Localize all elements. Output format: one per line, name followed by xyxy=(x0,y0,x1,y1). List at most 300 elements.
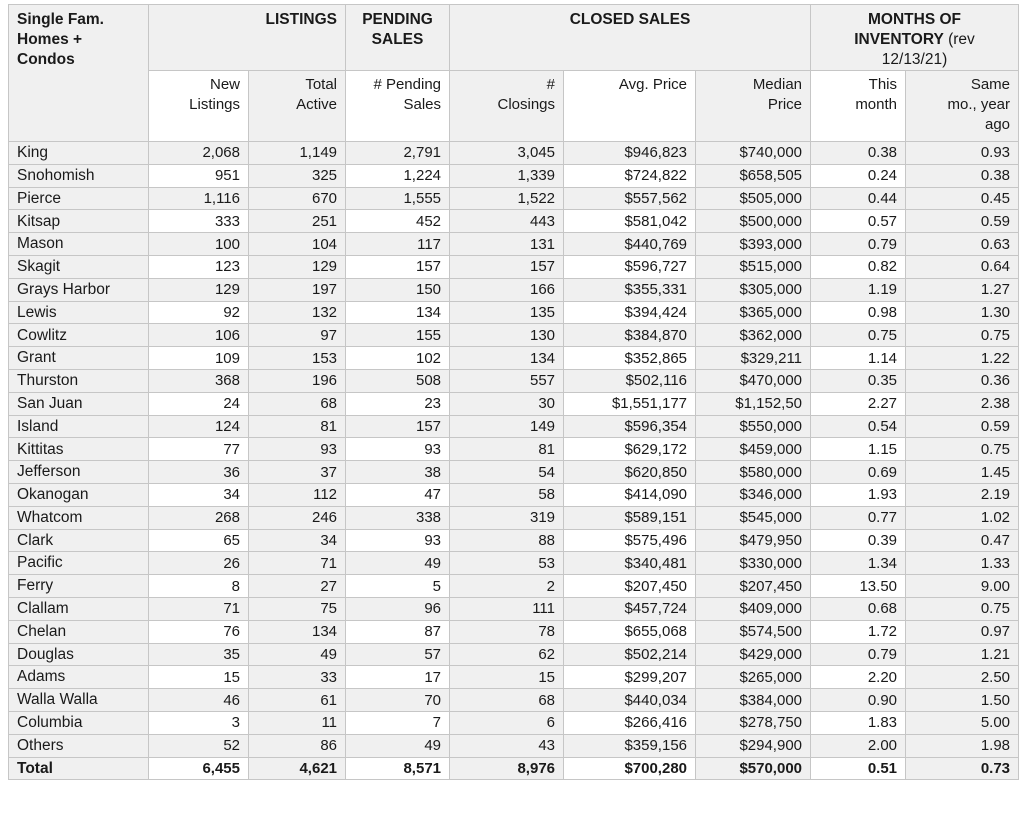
col-header-same-month-year-ago: Same mo., year ago xyxy=(906,71,1019,142)
closings-cell: 6 xyxy=(450,711,564,734)
table-row xyxy=(9,666,1019,689)
this-month-cell: 0.79 xyxy=(811,233,906,256)
median-price-cell: $459,000 xyxy=(696,438,811,461)
closings-cell: 130 xyxy=(450,324,564,347)
pending-sales-cell: 1,224 xyxy=(346,164,450,187)
county-name-cell: Lewis xyxy=(9,301,149,324)
this-month-cell: 2.27 xyxy=(811,392,906,415)
this-month-cell: 2.00 xyxy=(811,734,906,757)
total-active-cell: 246 xyxy=(249,506,346,529)
closings-cell: 157 xyxy=(450,255,564,278)
avg-price-cell: $266,416 xyxy=(564,711,696,734)
county-name-cell: Mason xyxy=(9,233,149,256)
total-active-cell: 68 xyxy=(249,392,346,415)
new-listings-cell: 26 xyxy=(149,552,249,575)
same-month-year-ago-cell: 1.50 xyxy=(906,689,1019,712)
avg-price-cell: $557,562 xyxy=(564,187,696,210)
col-header-pending-sales: # Pending Sales xyxy=(346,71,450,142)
table-row xyxy=(9,210,1019,233)
avg-price-cell: $620,850 xyxy=(564,461,696,484)
real-estate-stats-table-wrap xyxy=(8,4,1019,780)
median-price-cell: $550,000 xyxy=(696,415,811,438)
median-price-cell: $479,950 xyxy=(696,529,811,552)
this-month-cell: 0.39 xyxy=(811,529,906,552)
new-listings-cell: 71 xyxy=(149,597,249,620)
closings-cell: 557 xyxy=(450,369,564,392)
avg-price-cell: $352,865 xyxy=(564,347,696,370)
col-header-total-active: Total Active xyxy=(249,71,346,142)
closings-cell: 319 xyxy=(450,506,564,529)
this-month-cell: 1.15 xyxy=(811,438,906,461)
table-row xyxy=(9,483,1019,506)
total-active-cell: 251 xyxy=(249,210,346,233)
avg-price-cell: $581,042 xyxy=(564,210,696,233)
pending-sales-cell: 8,571 xyxy=(346,757,450,780)
county-name-cell: Clark xyxy=(9,529,149,552)
same-month-year-ago-cell: 1.98 xyxy=(906,734,1019,757)
closings-cell: 88 xyxy=(450,529,564,552)
median-price-cell: $429,000 xyxy=(696,643,811,666)
column-header-row xyxy=(9,71,1019,142)
table-row xyxy=(9,506,1019,529)
pending-sales-cell: 452 xyxy=(346,210,450,233)
same-month-year-ago-cell: 0.75 xyxy=(906,597,1019,620)
new-listings-cell: 46 xyxy=(149,689,249,712)
median-price-cell: $580,000 xyxy=(696,461,811,484)
total-active-cell: 325 xyxy=(249,164,346,187)
county-name-cell: Douglas xyxy=(9,643,149,666)
this-month-cell: 0.69 xyxy=(811,461,906,484)
county-name-cell: Clallam xyxy=(9,597,149,620)
closings-cell: 8,976 xyxy=(450,757,564,780)
median-price-cell: $470,000 xyxy=(696,369,811,392)
table-row xyxy=(9,415,1019,438)
same-month-year-ago-cell: 0.73 xyxy=(906,757,1019,780)
total-active-cell: 196 xyxy=(249,369,346,392)
this-month-cell: 0.38 xyxy=(811,142,906,165)
same-month-year-ago-cell: 1.27 xyxy=(906,278,1019,301)
this-month-cell: 1.93 xyxy=(811,483,906,506)
median-price-cell: $505,000 xyxy=(696,187,811,210)
table-row xyxy=(9,734,1019,757)
group-header-listings: LISTINGS xyxy=(149,5,346,71)
median-price-cell: $278,750 xyxy=(696,711,811,734)
this-month-cell: 0.82 xyxy=(811,255,906,278)
closings-cell: 43 xyxy=(450,734,564,757)
county-name-cell: Cowlitz xyxy=(9,324,149,347)
same-month-year-ago-cell: 2.19 xyxy=(906,483,1019,506)
median-price-cell: $545,000 xyxy=(696,506,811,529)
avg-price-cell: $596,354 xyxy=(564,415,696,438)
closings-cell: 443 xyxy=(450,210,564,233)
county-name-cell: Adams xyxy=(9,666,149,689)
new-listings-cell: 36 xyxy=(149,461,249,484)
county-name-cell: Chelan xyxy=(9,620,149,643)
avg-price-cell: $355,331 xyxy=(564,278,696,301)
total-active-cell: 112 xyxy=(249,483,346,506)
total-active-cell: 37 xyxy=(249,461,346,484)
pending-sales-cell: 38 xyxy=(346,461,450,484)
new-listings-cell: 268 xyxy=(149,506,249,529)
this-month-cell: 0.77 xyxy=(811,506,906,529)
real-estate-stats-table xyxy=(8,4,1019,780)
new-listings-cell: 1,116 xyxy=(149,187,249,210)
closings-cell: 1,522 xyxy=(450,187,564,210)
total-active-cell: 61 xyxy=(249,689,346,712)
same-month-year-ago-cell: 1.33 xyxy=(906,552,1019,575)
pending-sales-cell: 7 xyxy=(346,711,450,734)
closings-cell: 78 xyxy=(450,620,564,643)
new-listings-cell: 951 xyxy=(149,164,249,187)
closings-cell: 68 xyxy=(450,689,564,712)
pending-sales-cell: 338 xyxy=(346,506,450,529)
new-listings-cell: 34 xyxy=(149,483,249,506)
closings-cell: 2 xyxy=(450,575,564,598)
new-listings-cell: 123 xyxy=(149,255,249,278)
pending-sales-cell: 2,791 xyxy=(346,142,450,165)
same-month-year-ago-cell: 1.45 xyxy=(906,461,1019,484)
same-month-year-ago-cell: 0.63 xyxy=(906,233,1019,256)
this-month-cell: 1.83 xyxy=(811,711,906,734)
table-row xyxy=(9,757,1019,780)
median-price-cell: $500,000 xyxy=(696,210,811,233)
this-month-cell: 0.90 xyxy=(811,689,906,712)
new-listings-cell: 129 xyxy=(149,278,249,301)
closings-cell: 58 xyxy=(450,483,564,506)
median-price-cell: $658,505 xyxy=(696,164,811,187)
county-name-cell: Thurston xyxy=(9,369,149,392)
closings-cell: 15 xyxy=(450,666,564,689)
pending-sales-cell: 155 xyxy=(346,324,450,347)
this-month-cell: 0.51 xyxy=(811,757,906,780)
total-active-cell: 1,149 xyxy=(249,142,346,165)
avg-price-cell: $724,822 xyxy=(564,164,696,187)
closings-cell: 3,045 xyxy=(450,142,564,165)
pending-sales-cell: 1,555 xyxy=(346,187,450,210)
closings-cell: 62 xyxy=(450,643,564,666)
pending-sales-cell: 23 xyxy=(346,392,450,415)
this-month-cell: 0.35 xyxy=(811,369,906,392)
closings-cell: 81 xyxy=(450,438,564,461)
group-header-pending-sales: PENDING SALES xyxy=(346,5,450,71)
pending-sales-cell: 102 xyxy=(346,347,450,370)
total-active-cell: 11 xyxy=(249,711,346,734)
this-month-cell: 0.75 xyxy=(811,324,906,347)
same-month-year-ago-cell: 0.75 xyxy=(906,438,1019,461)
total-active-cell: 129 xyxy=(249,255,346,278)
pending-sales-cell: 70 xyxy=(346,689,450,712)
table-row xyxy=(9,438,1019,461)
new-listings-cell: 8 xyxy=(149,575,249,598)
months-inventory-label: MONTHS OF INVENTORY xyxy=(854,11,962,48)
county-name-cell: Grays Harbor xyxy=(9,278,149,301)
total-active-cell: 197 xyxy=(249,278,346,301)
county-name-cell: Walla Walla xyxy=(9,689,149,712)
new-listings-cell: 92 xyxy=(149,301,249,324)
pending-sales-cell: 49 xyxy=(346,734,450,757)
new-listings-cell: 52 xyxy=(149,734,249,757)
pending-sales-cell: 87 xyxy=(346,620,450,643)
table-row xyxy=(9,369,1019,392)
same-month-year-ago-cell: 0.59 xyxy=(906,415,1019,438)
same-month-year-ago-cell: 0.45 xyxy=(906,187,1019,210)
closings-cell: 111 xyxy=(450,597,564,620)
table-body xyxy=(9,142,1019,780)
avg-price-cell: $946,823 xyxy=(564,142,696,165)
new-listings-cell: 100 xyxy=(149,233,249,256)
new-listings-cell: 6,455 xyxy=(149,757,249,780)
same-month-year-ago-cell: 0.38 xyxy=(906,164,1019,187)
closings-cell: 149 xyxy=(450,415,564,438)
new-listings-cell: 2,068 xyxy=(149,142,249,165)
median-price-cell: $330,000 xyxy=(696,552,811,575)
table-row xyxy=(9,575,1019,598)
avg-price-cell: $700,280 xyxy=(564,757,696,780)
county-name-cell: Pierce xyxy=(9,187,149,210)
this-month-cell: 13.50 xyxy=(811,575,906,598)
table-row xyxy=(9,597,1019,620)
this-month-cell: 1.19 xyxy=(811,278,906,301)
median-price-cell: $362,000 xyxy=(696,324,811,347)
county-name-cell: Whatcom xyxy=(9,506,149,529)
same-month-year-ago-cell: 0.59 xyxy=(906,210,1019,233)
same-month-year-ago-cell: 9.00 xyxy=(906,575,1019,598)
same-month-year-ago-cell: 5.00 xyxy=(906,711,1019,734)
pending-sales-cell: 157 xyxy=(346,255,450,278)
table-row xyxy=(9,552,1019,575)
same-month-year-ago-cell: 0.93 xyxy=(906,142,1019,165)
median-price-cell: $346,000 xyxy=(696,483,811,506)
pending-sales-cell: 57 xyxy=(346,643,450,666)
total-active-cell: 86 xyxy=(249,734,346,757)
table-row xyxy=(9,392,1019,415)
table-title: Single Fam. Homes + Condos xyxy=(17,11,104,68)
median-price-cell: $294,900 xyxy=(696,734,811,757)
pending-sales-cell: 96 xyxy=(346,597,450,620)
avg-price-cell: $207,450 xyxy=(564,575,696,598)
pending-sales-cell: 93 xyxy=(346,438,450,461)
total-active-cell: 33 xyxy=(249,666,346,689)
new-listings-cell: 106 xyxy=(149,324,249,347)
pending-sales-cell: 47 xyxy=(346,483,450,506)
this-month-cell: 0.98 xyxy=(811,301,906,324)
new-listings-cell: 76 xyxy=(149,620,249,643)
county-name-cell: Ferry xyxy=(9,575,149,598)
avg-price-cell: $384,870 xyxy=(564,324,696,347)
this-month-cell: 0.24 xyxy=(811,164,906,187)
county-name-cell: Grant xyxy=(9,347,149,370)
avg-price-cell: $414,090 xyxy=(564,483,696,506)
county-name-cell: San Juan xyxy=(9,392,149,415)
same-month-year-ago-cell: 0.97 xyxy=(906,620,1019,643)
new-listings-cell: 124 xyxy=(149,415,249,438)
same-month-year-ago-cell: 2.50 xyxy=(906,666,1019,689)
new-listings-cell: 368 xyxy=(149,369,249,392)
avg-price-cell: $1,551,177 xyxy=(564,392,696,415)
avg-price-cell: $629,172 xyxy=(564,438,696,461)
new-listings-cell: 35 xyxy=(149,643,249,666)
closings-cell: 30 xyxy=(450,392,564,415)
county-name-cell: Kittitas xyxy=(9,438,149,461)
closings-cell: 135 xyxy=(450,301,564,324)
closings-cell: 134 xyxy=(450,347,564,370)
months-inventory-rev-note: (rev 12/13/21) xyxy=(881,31,975,68)
col-header-median-price: Median Price xyxy=(696,71,811,142)
closings-cell: 54 xyxy=(450,461,564,484)
pending-sales-cell: 134 xyxy=(346,301,450,324)
county-name-cell: Jefferson xyxy=(9,461,149,484)
median-price-cell: $574,500 xyxy=(696,620,811,643)
total-active-cell: 132 xyxy=(249,301,346,324)
new-listings-cell: 15 xyxy=(149,666,249,689)
table-row xyxy=(9,142,1019,165)
total-active-cell: 71 xyxy=(249,552,346,575)
closings-cell: 166 xyxy=(450,278,564,301)
pending-sales-cell: 150 xyxy=(346,278,450,301)
median-price-cell: $305,000 xyxy=(696,278,811,301)
group-header-row xyxy=(9,5,1019,71)
avg-price-cell: $340,481 xyxy=(564,552,696,575)
table-row xyxy=(9,347,1019,370)
same-month-year-ago-cell: 1.02 xyxy=(906,506,1019,529)
median-price-cell: $1,152,50 xyxy=(696,392,811,415)
median-price-cell: $515,000 xyxy=(696,255,811,278)
new-listings-cell: 109 xyxy=(149,347,249,370)
this-month-cell: 1.34 xyxy=(811,552,906,575)
table-row xyxy=(9,461,1019,484)
table-row xyxy=(9,164,1019,187)
total-active-cell: 153 xyxy=(249,347,346,370)
table-row xyxy=(9,301,1019,324)
new-listings-cell: 24 xyxy=(149,392,249,415)
avg-price-cell: $589,151 xyxy=(564,506,696,529)
same-month-year-ago-cell: 1.21 xyxy=(906,643,1019,666)
closings-cell: 53 xyxy=(450,552,564,575)
total-active-cell: 104 xyxy=(249,233,346,256)
group-header-closed-sales: CLOSED SALES xyxy=(450,5,811,71)
county-name-cell: Others xyxy=(9,734,149,757)
pending-sales-cell: 157 xyxy=(346,415,450,438)
county-name-cell: King xyxy=(9,142,149,165)
same-month-year-ago-cell: 1.30 xyxy=(906,301,1019,324)
county-name-cell: Total xyxy=(9,757,149,780)
same-month-year-ago-cell: 0.47 xyxy=(906,529,1019,552)
avg-price-cell: $457,724 xyxy=(564,597,696,620)
total-active-cell: 93 xyxy=(249,438,346,461)
same-month-year-ago-cell: 2.38 xyxy=(906,392,1019,415)
total-active-cell: 97 xyxy=(249,324,346,347)
closings-cell: 131 xyxy=(450,233,564,256)
total-active-cell: 49 xyxy=(249,643,346,666)
table-row xyxy=(9,643,1019,666)
avg-price-cell: $575,496 xyxy=(564,529,696,552)
avg-price-cell: $440,034 xyxy=(564,689,696,712)
total-active-cell: 134 xyxy=(249,620,346,643)
pending-sales-cell: 508 xyxy=(346,369,450,392)
median-price-cell: $265,000 xyxy=(696,666,811,689)
this-month-cell: 0.44 xyxy=(811,187,906,210)
median-price-cell: $207,450 xyxy=(696,575,811,598)
avg-price-cell: $359,156 xyxy=(564,734,696,757)
table-row xyxy=(9,711,1019,734)
county-name-cell: Okanogan xyxy=(9,483,149,506)
table-title-cell xyxy=(9,5,149,142)
this-month-cell: 0.68 xyxy=(811,597,906,620)
this-month-cell: 2.20 xyxy=(811,666,906,689)
this-month-cell: 1.72 xyxy=(811,620,906,643)
group-header-months-of-inventory xyxy=(811,5,1019,71)
table-row xyxy=(9,255,1019,278)
table-row xyxy=(9,620,1019,643)
total-active-cell: 34 xyxy=(249,529,346,552)
median-price-cell: $365,000 xyxy=(696,301,811,324)
pending-sales-cell: 5 xyxy=(346,575,450,598)
county-name-cell: Kitsap xyxy=(9,210,149,233)
avg-price-cell: $502,214 xyxy=(564,643,696,666)
county-name-cell: Snohomish xyxy=(9,164,149,187)
total-active-cell: 4,621 xyxy=(249,757,346,780)
same-month-year-ago-cell: 0.36 xyxy=(906,369,1019,392)
median-price-cell: $409,000 xyxy=(696,597,811,620)
col-header-new-listings: New Listings xyxy=(149,71,249,142)
avg-price-cell: $394,424 xyxy=(564,301,696,324)
same-month-year-ago-cell: 0.75 xyxy=(906,324,1019,347)
table-row xyxy=(9,689,1019,712)
this-month-cell: 0.79 xyxy=(811,643,906,666)
this-month-cell: 1.14 xyxy=(811,347,906,370)
pending-sales-cell: 117 xyxy=(346,233,450,256)
new-listings-cell: 333 xyxy=(149,210,249,233)
total-active-cell: 81 xyxy=(249,415,346,438)
median-price-cell: $740,000 xyxy=(696,142,811,165)
same-month-year-ago-cell: 1.22 xyxy=(906,347,1019,370)
closings-cell: 1,339 xyxy=(450,164,564,187)
avg-price-cell: $299,207 xyxy=(564,666,696,689)
pending-sales-cell: 49 xyxy=(346,552,450,575)
new-listings-cell: 77 xyxy=(149,438,249,461)
new-listings-cell: 3 xyxy=(149,711,249,734)
total-active-cell: 670 xyxy=(249,187,346,210)
same-month-year-ago-cell: 0.64 xyxy=(906,255,1019,278)
table-row xyxy=(9,278,1019,301)
county-name-cell: Skagit xyxy=(9,255,149,278)
table-row xyxy=(9,529,1019,552)
table-row xyxy=(9,187,1019,210)
total-active-cell: 27 xyxy=(249,575,346,598)
new-listings-cell: 65 xyxy=(149,529,249,552)
this-month-cell: 0.57 xyxy=(811,210,906,233)
avg-price-cell: $596,727 xyxy=(564,255,696,278)
avg-price-cell: $655,068 xyxy=(564,620,696,643)
pending-sales-cell: 93 xyxy=(346,529,450,552)
avg-price-cell: $440,769 xyxy=(564,233,696,256)
county-name-cell: Pacific xyxy=(9,552,149,575)
col-header-closings: # Closings xyxy=(450,71,564,142)
pending-sales-cell: 17 xyxy=(346,666,450,689)
table-row xyxy=(9,324,1019,347)
median-price-cell: $384,000 xyxy=(696,689,811,712)
table-row xyxy=(9,233,1019,256)
median-price-cell: $570,000 xyxy=(696,757,811,780)
total-active-cell: 75 xyxy=(249,597,346,620)
col-header-this-month: This month xyxy=(811,71,906,142)
avg-price-cell: $502,116 xyxy=(564,369,696,392)
this-month-cell: 0.54 xyxy=(811,415,906,438)
median-price-cell: $329,211 xyxy=(696,347,811,370)
county-name-cell: Columbia xyxy=(9,711,149,734)
col-header-avg-price: Avg. Price xyxy=(564,71,696,142)
county-name-cell: Island xyxy=(9,415,149,438)
